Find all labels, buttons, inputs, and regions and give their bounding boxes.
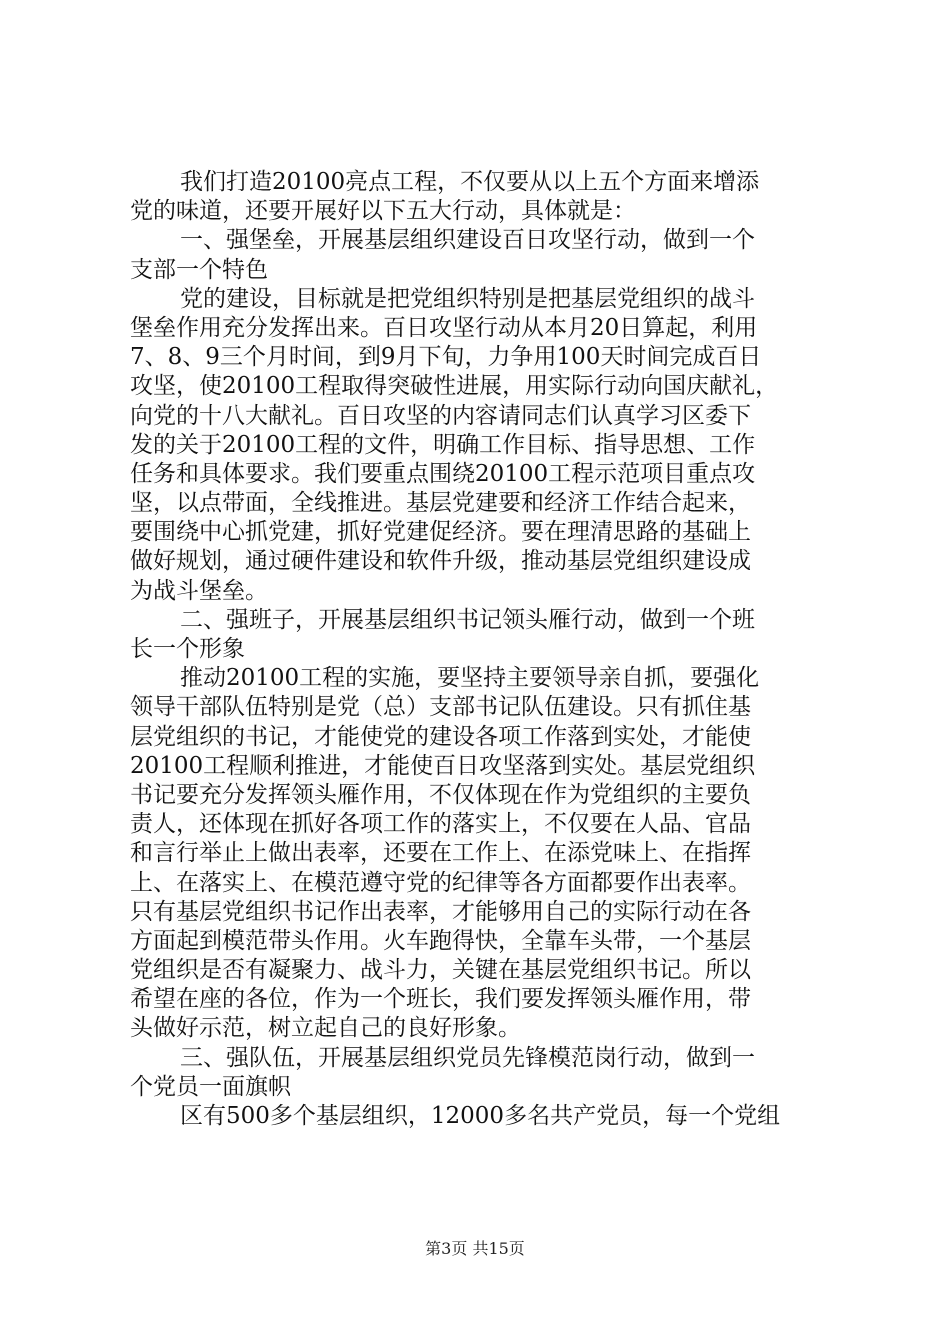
text-line: 为战斗堡垒。 (130, 577, 268, 604)
text-line: 做好规划，通过硬件建设和软件升级，推动基层党组织建设成 (130, 548, 751, 575)
page-number-footer: 第3页 共15页 (425, 1239, 525, 1258)
document-body (130, 168, 830, 1131)
section-heading-line: 一、强堡垒，开展基层组织建设百日攻坚行动，做到一个 (180, 227, 755, 254)
text-line: 堡垒作用充分发挥出来。百日攻坚行动从本月20日算起，利用 (130, 314, 758, 341)
text-line: 向党的十八大献礼。百日攻坚的内容请同志们认真学习区委下 (130, 402, 751, 429)
section-heading-line: 长一个形象 (130, 636, 245, 662)
text-line: 领导干部队伍特别是党（总）支部书记队伍建设。只有抓住基 (130, 694, 751, 721)
text-line: 要围绕中心抓党建，抓好党建促经济。要在理清思路的基础上 (130, 519, 751, 546)
text-line: 和言行举止上做出表率，还要在工作上、在添党味上、在指挥 (130, 840, 751, 867)
text-line: 党组织是否有凝聚力、战斗力，关键在基层党组织书记。所以 (130, 957, 751, 984)
section-heading-line: 三、强队伍，开展基层组织党员先锋模范岗行动，做到一 (180, 1044, 755, 1071)
text-line: 书记要充分发挥领头雁作用，不仅体现在作为党组织的主要负 (130, 781, 751, 808)
section-heading-line: 支部一个特色 (130, 256, 268, 283)
text-line: 只有基层党组织书记作出表率，才能够用自己的实际行动在各 (130, 898, 751, 925)
text-line: 上、在落实上、在模范遵守党的纪律等各方面都要作出表率。 (130, 869, 751, 896)
text-line: 7、8、9三个月时间，到9月下旬，力争用100天时间完成百日 (130, 344, 762, 371)
text-line: 攻坚，使20100工程取得突破性进展，用实际行动向国庆献礼， (130, 373, 779, 400)
text-line: 区有500多个基层组织，12000多名共产党员，每一个党组 (180, 1103, 781, 1129)
section-heading-line: 二、强班子，开展基层组织书记领头雁行动，做到一个班 (180, 606, 755, 633)
text-line: 党的建设，目标就是把党组织特别是把基层党组织的战斗 (180, 285, 755, 312)
text-line: 头做好示范，树立起自己的良好形象。 (130, 1015, 521, 1042)
text-line: 层党组织的书记，才能使党的建设各项工作落到实处，才能使 (130, 723, 751, 750)
text-line: 发的关于20100工程的文件，明确工作目标、指导思想、工作 (130, 431, 756, 458)
text-line: 20100工程顺利推进，才能使百日攻坚落到实处。基层党组织 (130, 752, 756, 779)
text-line: 党的味道，还要开展好以下五大行动，具体就是： (130, 198, 636, 225)
text-line: 我们打造20100亮点工程，不仅要从以上五个方面来增添 (180, 169, 760, 195)
text-line: 责人，还体现在抓好各项工作的落实上，不仅要在人品、官品 (130, 811, 751, 838)
text-line: 任务和具体要求。我们要重点围绕20100工程示范项目重点攻 (130, 460, 756, 487)
text-line: 希望在座的各位，作为一个班长，我们要发挥领头雁作用，带 (130, 986, 751, 1013)
section-heading-line: 个党员一面旗帜 (130, 1073, 291, 1100)
text-line: 坚，以点带面，全线推进。基层党建要和经济工作结合起来， (130, 490, 751, 517)
text-line: 方面起到模范带头作用。火车跑得快，全靠车头带，一个基层 (130, 927, 751, 954)
text-line: 推动20100工程的实施，要坚持主要领导亲自抓，要强化 (180, 665, 760, 692)
